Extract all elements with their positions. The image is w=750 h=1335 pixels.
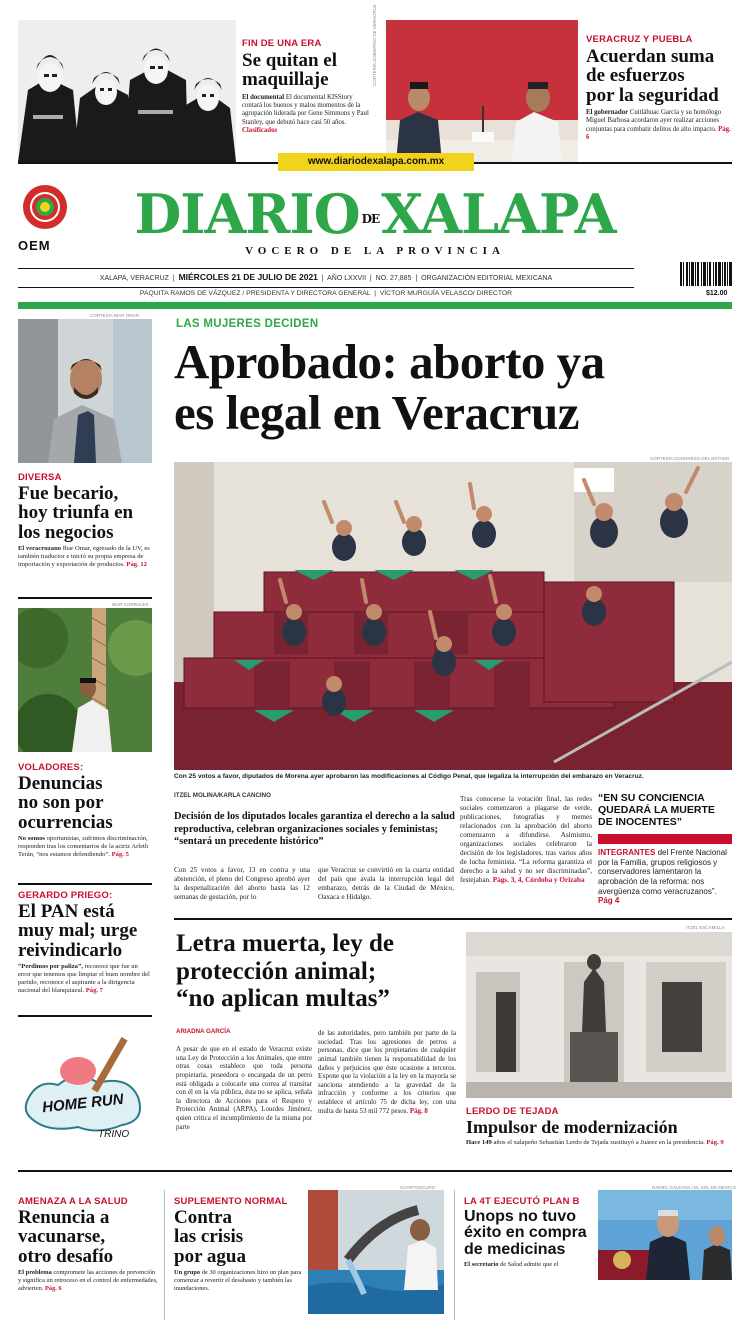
top-story-kiss — [242, 38, 374, 135]
statue-illustration — [466, 932, 732, 1098]
vaccine-kicker: AMENAZA A LA SALUD — [18, 1196, 128, 1207]
water-photo-credit: CUARTOSCURO — [400, 1185, 436, 1190]
sidebar-rule-1 — [18, 597, 152, 599]
unops-photo — [598, 1190, 732, 1280]
ibar-omar-photo — [18, 319, 152, 463]
kiss-body: El documental El documental KISStory contará los buenos y malos momentos de la agrupación liderada por Gene Simmons y Paul Stanley, que debutó hace casi 50 años. Clasificados — [242, 93, 369, 134]
governors-illustration — [386, 20, 578, 162]
voladores-photo — [18, 608, 152, 752]
cartoon-illustration — [18, 1025, 152, 1159]
lead-col2: que Veracruz se convirtió en la cuarta entidad del país que avala la interrupción legal del embarazo, detrás de la Ciudad de México, Oaxaca e Hidalgo. — [318, 866, 454, 901]
cartoon-author: TRINO — [98, 1129, 130, 1140]
voladores-body: No somos oportunistas, sufrimos discriminación, responden tras los comentarios de la actriz Arleth Terán, “nos estamos defendiendo”. Pág. 5 — [18, 835, 149, 859]
bottom-strip-rule — [18, 1170, 732, 1172]
priego-kicker: GERARDO PRIEGO: — [18, 890, 113, 901]
lead-photo-credit: CORTESÍA CONGRESO DEL ESTADO — [650, 456, 730, 461]
bottom-divider-2 — [454, 1190, 455, 1320]
top-story-security — [586, 34, 734, 142]
unops-headline[interactable]: Unops no tuvo éxito en compra de medicinas — [464, 1208, 587, 1258]
kiss-kicker: FIN DE UNA ERA — [242, 38, 322, 49]
priego-headline[interactable]: El PAN está muy mal; urge reivindicarlo — [18, 901, 138, 961]
priego-body: “Perdimos por paliza”, reconoce que fue un error que tenemos que limpiar el buen nombre del partido, reconoce el aspirante a la dirigencia nacional del blanquiazul. Pág. 7 — [18, 963, 150, 995]
website-url[interactable]: www.diariodexalapa.com.mx — [278, 153, 474, 171]
kiss-band-illustration — [18, 20, 236, 162]
cartoon-text: HOME RUN — [41, 1090, 125, 1117]
sidebar-photo1-credit: CORTESÍA IBAR OMAR — [90, 313, 140, 318]
security-kicker: VERACRUZ Y PUEBLA — [586, 34, 693, 45]
security-headline[interactable]: Acuerdan suma de esfuerzos por la seguridad — [586, 46, 719, 106]
press-conference-illustration — [598, 1190, 732, 1280]
governors-photo — [386, 20, 578, 162]
bottom-divider-1 — [164, 1190, 165, 1320]
lead-caption: Con 25 votos a favor, diputados de Morena ayer aprobaron las modificaciones al Código Penal, que legaliza la interrupción del embarazo en Veracruz. — [174, 773, 644, 780]
masthead-rule-top — [18, 268, 634, 269]
green-band — [18, 302, 732, 309]
lead-deck: Decisión de los diputados locales garantiza el derecho a la salud reproductiva, celebran organizaciones sociales y feministas; “sentará un precedente histórico” — [174, 811, 455, 848]
congress-illustration — [174, 462, 732, 770]
unops-photo-credit: DANIEL GALEANA / EL SOL DE MÉXICO — [652, 1185, 737, 1190]
logo-xalapa: XALAPA — [381, 182, 616, 246]
water-illustration — [308, 1190, 444, 1314]
water-photo — [308, 1190, 444, 1314]
lerdo-story — [466, 1106, 732, 1147]
sidebar-story-voladores — [18, 762, 152, 859]
quote-box — [598, 792, 732, 906]
sidebar-story-becario — [18, 472, 152, 569]
voladores-headline[interactable]: Denuncias no son por ocurrencias — [18, 773, 113, 833]
bottom-story-vaccine — [18, 1196, 158, 1293]
animal-law-byline: ARIADNA GARCÍA — [176, 1028, 231, 1035]
staff-line: PAQUITA RAMOS DE VÁZQUEZ / PRESIDENTA Y DIRECTORA GENERAL | VÍCTOR MURGUÍA VELASCO/ DIRECTOR — [139, 290, 513, 297]
quote-red-bar — [598, 834, 732, 844]
oem-sun-icon — [18, 183, 72, 231]
lerdo-photo — [466, 932, 732, 1098]
becario-kicker: DIVERSA — [18, 472, 62, 483]
governors-photo-credit: CORTESÍA GOBIERNO DE VERACRUZ — [372, 4, 377, 86]
businessman-illustration — [18, 319, 152, 463]
sidebar-story-priego — [18, 890, 152, 995]
water-headline[interactable]: Contra las crisis por agua — [174, 1207, 246, 1267]
masthead-logo[interactable] — [110, 184, 640, 244]
vaccine-headline[interactable]: Renuncia a vacunarse, otro desafío — [18, 1207, 114, 1267]
voladores-kicker: VOLADORES: — [18, 762, 84, 773]
animal-law-col1: A pesar de que en el estado de Veracruz existe una Ley de Protección a los Animales, que entre otras cosas establece que toda persona propietaria, poseedora o encargada de un perro está obligada a colocarle una correa al transitar con él en la vía pública, ésta no se aplica, señala la directora de Acciones para el Respeto y Protección Animal (ARPA), Lourdes Jiménez, quien critica el incumplimiento de la misma por parte — [176, 1046, 312, 1131]
barcode-icon — [680, 262, 732, 286]
unops-kicker: LA 4T EJECUTÓ PLAN B — [464, 1196, 580, 1207]
lerdo-kicker: LERDO DE TEJADA — [466, 1106, 559, 1117]
water-body: Un grupo de 30 organizaciones hizo un plan para comenzar a revertir el desabasto y también las inundaciones. — [174, 1269, 302, 1292]
oem-text: OEM — [18, 238, 51, 253]
becario-headline[interactable]: Fue becario, hoy triunfa en los negocios — [18, 483, 134, 543]
lead-bottom-rule — [174, 918, 732, 920]
congress-photo — [174, 462, 732, 770]
slogan: VOCERO DE LA PROVINCIA — [245, 245, 505, 257]
dateline: XALAPA, VERACRUZ | MIÉRCOLES 21 DE JULIO DE 2021 | AÑO LXXVII | NO. 27,885 | ORGANIZACIÓN EDITORIAL MEXICANA — [99, 272, 553, 282]
logo-de: DE — [361, 211, 380, 226]
trino-cartoon[interactable] — [18, 1025, 152, 1159]
masthead-rule-mid — [18, 287, 634, 288]
quote-text: “EN SU CONCIENCIA QUEDARÁ LA MUERTE DE INOCENTES” — [598, 792, 715, 829]
bottom-story-water — [174, 1196, 302, 1293]
unops-body: El secretario de Salud admite que el — [464, 1260, 559, 1268]
security-body: El gobernador Cuitláhuac García y su homólogo Miguel Barbosa acordaron ayer realizar acciones conjuntas para combatir delitos de alto impacto. Pág. 6 — [586, 109, 731, 141]
vaccine-body: El problema compromete las acciones de prevención y significa un retroceso en el control de enfermedades, advierten. Pág. 6 — [18, 1269, 158, 1292]
lead-col1: Con 25 votos a favor, 13 en contra y una abstención, el pleno del Congreso aprobó ayer la despenalización del aborto hasta las 12 semanas de gestación, por lo — [174, 866, 310, 901]
sidebar-rule-2 — [18, 883, 152, 885]
kiss-photo — [18, 20, 236, 162]
oem-logo[interactable] — [18, 183, 72, 255]
lead-kicker: LAS MUJERES DECIDEN — [176, 318, 319, 330]
voladores-illustration — [18, 608, 152, 752]
price: $12.00 — [706, 290, 728, 297]
lead-col3: Tras conocerse la votación final, las redes sociales comenzaron a plagarse de verde, publicaciones, fotografías y memes relacionados con la aprobación del aborto comenzaron a difundirse. Asimismo, organizaciones sociales celebraron la decisión de los legisladores, tras varios años de lucha feminista. “La reforma garantiza el derecho a la salud y no ser discriminadas”, festejaban. Págs. 3, 4, Córdoba y Orizaba — [460, 795, 592, 884]
lerdo-body: Hace 149 años el xalapeño Sebastián Lerdo de Tejada sustituyó a Juárez en la presidencia. Pág. 9 — [466, 1139, 724, 1147]
lerdo-headline[interactable]: Impulsor de modernización — [466, 1117, 678, 1137]
lerdo-photo-credit: ITZEL ESCAMILLA — [686, 925, 725, 930]
water-kicker: SUPLEMENTO NORMAL — [174, 1196, 288, 1207]
animal-law-col2: de las autoridades, pero también por parte de la sociedad. Tras los agresiones de perros a personas, dice que los propietarios de cualquier animal también tienen la responsabilidad de los daños y perjuicios que éste ocasione a terceros. Expone que la violación a la ley en la mayoría se sanciona atendiendo a la gravedad de la infracción y conforme a los criterios que establece el artículo 75 de dicha ley, con una multa de hasta 53 mil 772 pesos. Pág. 8 — [318, 1030, 456, 1115]
barcode — [680, 262, 732, 290]
quote-body: INTEGRANTES del Frente Nacional por la Familia, grupos religiosos y conservadores lamentaron la aprobación de la reforma: nos avergüenza como veracruzanos”. Pág 4 — [598, 848, 727, 906]
sidebar-photo2-credit: IBAR CORRALES — [112, 602, 149, 607]
bottom-story-unops — [464, 1196, 594, 1269]
lead-byline: ITZEL MOLINA/KARLA CANCINO — [174, 792, 271, 799]
becario-body: El veracruzano Ibar Omar, egresado de la UV, es también traductor e inició su propia empresa de importación y exportación de productos. Pág. 12 — [18, 545, 150, 569]
kiss-headline[interactable]: Se quitan el maquillaje — [242, 50, 338, 91]
animal-law-headline[interactable]: Letra muerta, ley de protección animal; “no aplican multas” — [176, 930, 394, 1012]
logo-diario: DIARIO — [134, 182, 360, 246]
lead-headline[interactable]: Aprobado: aborto ya es legal en Veracruz — [174, 334, 605, 441]
sidebar-rule-3 — [18, 1015, 152, 1017]
